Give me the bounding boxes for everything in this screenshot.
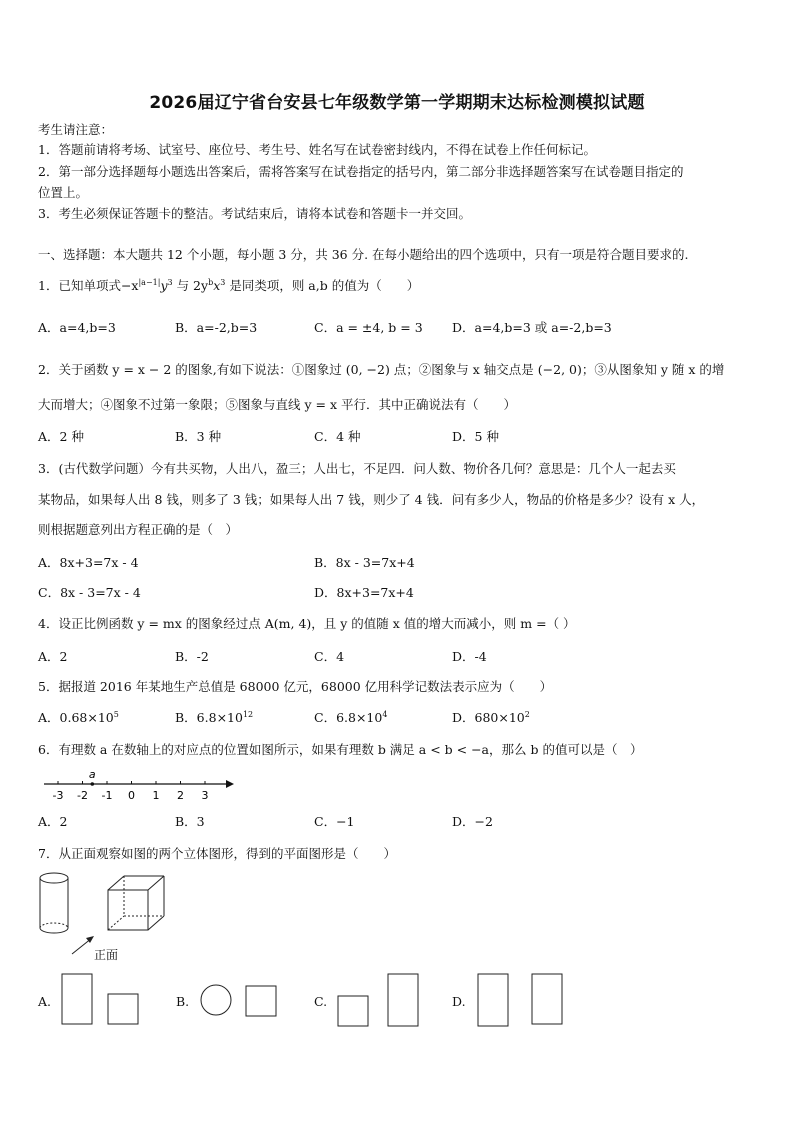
q1-text-post: 是同类项，则 a,b 的值为（ ）: [225, 278, 420, 293]
tall-rectangle-icon: [478, 974, 508, 1026]
question-7: 7．从正面观察如图的两个立体图形，得到的平面图形是（ ）: [38, 846, 396, 861]
q5-option-a-exp: 5: [113, 709, 119, 719]
number-line-tick-label: 1: [152, 789, 160, 802]
q1-sup-4: 3: [220, 277, 226, 287]
notes-item-1: 1．答题前请将考场、试室号、座位号、考生号、姓名写在试卷密封线内，不得在试卷上作任何标记。: [38, 142, 596, 157]
question-5: 5．据报道 2016 年某地生产总值是 68000 亿元，68000 亿用科学记数法表示应为（ ）: [38, 679, 553, 694]
q1-option-c: C．a = ±4, b = 3: [314, 320, 423, 335]
notes-item-3: 3．考生必须保证答题卡的整洁。考试结束后，请将本试卷和答题卡一并交回。: [38, 206, 471, 221]
q5-option-c-base: C．6.8×10: [314, 710, 383, 725]
q7-option-d-label: D.: [452, 994, 466, 1009]
q5-option-d-base: D．680×10: [452, 710, 525, 725]
number-line-figure: [40, 768, 240, 804]
q5-option-b-exp: 12: [242, 709, 254, 719]
number-line-arrow-icon: [226, 780, 234, 788]
question-2-line-2: 大而增大；④图象不过第一象限；⑤图象与直线 y = x 平行．其中正确说法有（ ）: [38, 397, 516, 412]
q5-option-d: [452, 708, 530, 726]
q3-option-d: D．8x+3=7x+4: [314, 585, 414, 600]
square-icon: [338, 996, 368, 1026]
q5-option-a: [38, 708, 119, 726]
q1-text-pre: 1．已知单项式−x: [38, 278, 139, 293]
q4-option-d: D．-4: [452, 649, 487, 664]
q4-option-b: B．-2: [175, 649, 209, 664]
question-6: 6．有理数 a 在数轴上的对应点的位置如图所示，如果有理数 b 满足 a < b < −a，那么 b 的值可以是（ ）: [38, 742, 643, 757]
circle-icon: [201, 985, 231, 1015]
square-icon: [108, 994, 138, 1024]
q1-option-b: B．a=-2,b=3: [175, 320, 258, 335]
q1-option-d: D．a=4,b=3 或 a=-2,b=3: [452, 320, 612, 335]
q5-option-c-exp: 4: [382, 709, 388, 719]
q4-option-c: C．4: [314, 649, 345, 664]
q5-option-c: [314, 708, 387, 726]
q6-option-a: A．2: [38, 814, 68, 829]
point-a-marker: [91, 782, 95, 786]
q1-option-a: A．a=4,b=3: [38, 320, 116, 335]
cylinder-icon: [40, 873, 68, 933]
q7-option-d-figure: [474, 970, 570, 1030]
cube-icon: [108, 876, 164, 930]
q1-sup-1: |a−1|: [138, 277, 161, 287]
question-3-line-1: 3．(古代数学问题）今有共买物，人出八，盈三；人出七，不足四．问人数、物价各几何？意思是：几个人一起去买: [38, 461, 676, 476]
q2-option-c: C．4 种: [314, 429, 361, 444]
q5-option-a-base: A．0.68×10: [38, 710, 114, 725]
number-line-tick-label: 2: [177, 789, 184, 802]
q7-option-b-label: B.: [176, 994, 190, 1009]
question-3-line-3: 则根据题意列出方程正确的是（ ）: [38, 522, 239, 537]
front-view-arrow-icon: [72, 936, 94, 954]
point-a-label: a: [88, 768, 96, 781]
tall-rectangle-icon: [532, 974, 562, 1024]
q6-option-d: D．−2: [452, 814, 493, 829]
tall-rectangle-icon: [388, 974, 418, 1026]
notes-item-2-cont: 位置上。: [38, 185, 89, 200]
notes-heading: 考生请注意：: [38, 122, 114, 137]
square-icon: [246, 986, 276, 1016]
q5-option-b-base: B．6.8×10: [175, 710, 243, 725]
q1-text-mid: 与 2y: [172, 278, 209, 293]
q3-option-c: C．8x - 3=7x - 4: [38, 585, 141, 600]
question-3-line-2: 某物品，如果每人出 8 钱，则多了 3 钱；如果每人出 7 钱，则少了 4 钱．问有多少人，物品的价格是多少？设有 x 人，: [38, 492, 705, 507]
number-line-tick-label: -1: [101, 789, 113, 802]
number-line-tick-label: -3: [52, 789, 64, 802]
q7-option-a-label: A.: [38, 994, 52, 1009]
q4-option-a: A．2: [38, 649, 68, 664]
q5-option-d-exp: 2: [524, 709, 530, 719]
q7-option-c-label: C.: [314, 994, 328, 1009]
q3-option-b: B．8x - 3=7x+4: [314, 555, 415, 570]
q2-option-d: D．5 种: [452, 429, 499, 444]
q7-option-c-figure: [334, 970, 424, 1030]
notes-item-2: 2．第一部分选择题每小题选出答案后，需将答案写在试卷指定的括号内，第二部分非选择题答案写在试卷题目指定的: [38, 164, 684, 179]
q7-option-b-figure: [196, 978, 286, 1022]
question-2-line-1: 2．关于函数 y = x − 2 的图象,有如下说法：①图象过 (0, −2) 点；②图象与 x 轴交点是 (−2, 0)；③从图象知 y 随 x 的增: [38, 362, 725, 377]
q3-option-a: A．8x+3=7x - 4: [38, 555, 139, 570]
q1-text-y: y: [160, 278, 168, 293]
q6-option-b: B．3: [175, 814, 205, 829]
number-line-tick-label: 0: [128, 789, 135, 802]
question-4: 4．设正比例函数 y = mx 的图象经过点 A(m, 4)，且 y 的值随 x 值的增大而减小，则 m =（ ）: [38, 616, 576, 631]
q5-option-b: [175, 708, 253, 726]
q1-sup-3: b: [208, 277, 214, 287]
tall-rectangle-icon: [62, 974, 92, 1024]
q6-option-c: C．−1: [314, 814, 355, 829]
q2-option-a: A．2 种: [38, 429, 84, 444]
q2-option-b: B．3 种: [175, 429, 222, 444]
number-line-tick-label: 3: [201, 789, 209, 802]
q1-text-x: x: [213, 278, 221, 293]
page-title: 2026届辽宁省台安县七年级数学第一学期期末达标检测模拟试题: [149, 93, 645, 113]
number-line-tick-label: -2: [77, 789, 88, 802]
q1-sup-2: 3: [167, 277, 173, 287]
q7-option-a-figure: [58, 970, 148, 1030]
front-view-label: 正面: [94, 948, 119, 962]
section-heading: 一、选择题：本大题共 12 个小题，每小题 3 分，共 36 分. 在每小题给出的四个选项中，只有一项是符合题目要求的.: [38, 247, 689, 262]
question-1: [38, 276, 419, 294]
